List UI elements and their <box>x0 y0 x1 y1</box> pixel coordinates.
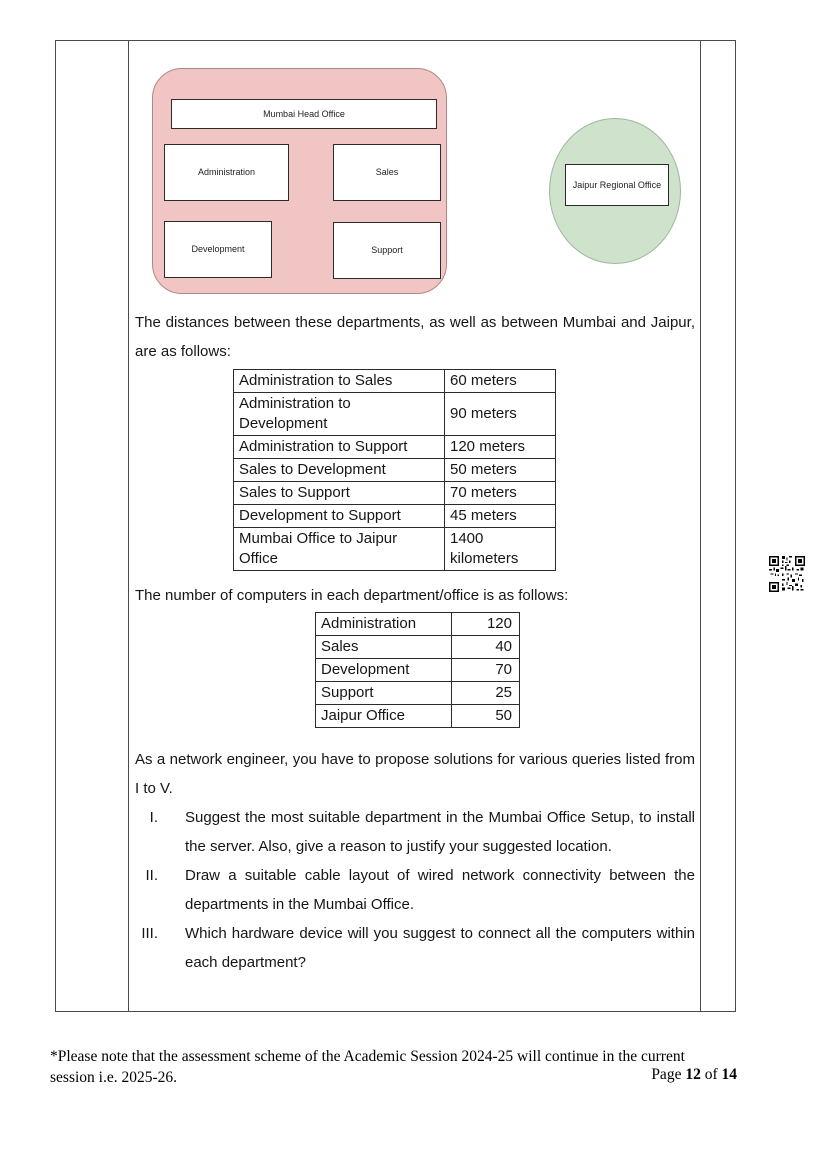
distance-pair-cell: Development to Support <box>234 505 445 528</box>
computers-row <box>316 659 520 682</box>
distance-row <box>234 436 556 459</box>
footer-note-line2: session i.e. 2025-26. <box>50 1069 178 1086</box>
distance-pair-cell: Mumbai Office to Jaipur Office <box>234 528 445 571</box>
mumbai-head-office-box: Mumbai Head Office <box>171 99 437 129</box>
computers-count-cell: 70 <box>452 659 520 682</box>
footer-note <box>50 1046 750 1088</box>
distance-value-cell: 45 meters <box>445 505 556 528</box>
dept-box-administration: Administration <box>164 144 289 201</box>
distance-value-cell: 60 meters <box>445 370 556 393</box>
distance-pair-cell: Administration to Sales <box>234 370 445 393</box>
distance-pair-cell: Administration to Development <box>234 393 445 436</box>
computers-location-cell: Administration <box>316 613 452 636</box>
page-indicator <box>651 1066 737 1084</box>
distance-row <box>234 393 556 436</box>
computers-location-cell: Development <box>316 659 452 682</box>
column-divider-left <box>128 40 129 1012</box>
distances-intro-text: The distances between these departments, as well as between Mumbai and Jaipur, are as follows: <box>135 314 695 360</box>
computers-count-cell: 50 <box>452 705 520 728</box>
jaipur-office-circle <box>549 118 681 264</box>
page-word: Page <box>651 1066 686 1083</box>
distance-value-cell: 1400 kilometers <box>445 528 556 571</box>
distance-value-cell: 70 meters <box>445 482 556 505</box>
distance-row <box>234 459 556 482</box>
distance-table <box>233 369 556 571</box>
distance-pair-cell: Sales to Support <box>234 482 445 505</box>
of-word: of <box>700 1066 722 1083</box>
distance-pair-cell: Administration to Support <box>234 436 445 459</box>
distance-row <box>234 528 556 571</box>
question-numeral: II. <box>145 867 158 884</box>
page-number: 12 <box>685 1066 701 1083</box>
footer-note-line1: *Please note that the assessment scheme of the Academic Session 2024-25 will continue in the current <box>50 1048 685 1065</box>
computers-count-cell: 25 <box>452 682 520 705</box>
dept-box-support: Support <box>333 222 441 279</box>
question-text: Which hardware device will you suggest to connect all the computers within each department? <box>185 925 695 971</box>
computers-count-cell: 40 <box>452 636 520 659</box>
question-text: Draw a suitable cable layout of wired network connectivity between the departments in the Mumbai Office. <box>185 867 695 913</box>
question-item <box>130 919 696 977</box>
distance-row <box>234 370 556 393</box>
question-list <box>130 803 696 977</box>
dept-box-development: Development <box>164 221 272 278</box>
qr-code <box>769 556 805 592</box>
column-divider-right <box>700 40 701 1012</box>
computers-row <box>316 682 520 705</box>
distance-pair-cell: Sales to Development <box>234 459 445 482</box>
question-item <box>130 861 696 919</box>
question-numeral: I. <box>149 809 158 826</box>
jaipur-office-box: Jaipur Regional Office <box>565 164 669 206</box>
task-intro-text: As a network engineer, you have to propose solutions for various queries listed from I to V. <box>135 751 695 797</box>
computers-count-cell: 120 <box>452 613 520 636</box>
computers-intro-text: The number of computers in each department/office is as follows: <box>135 587 569 604</box>
computers-row <box>316 705 520 728</box>
computers-location-cell: Sales <box>316 636 452 659</box>
distance-row <box>234 482 556 505</box>
qr-code-graphic <box>769 556 805 592</box>
question-numeral: III. <box>141 925 158 942</box>
computers-row <box>316 613 520 636</box>
distance-value-cell: 120 meters <box>445 436 556 459</box>
page-total: 14 <box>721 1066 737 1083</box>
question-text: Suggest the most suitable department in the Mumbai Office Setup, to install the server. Also, give a reason to justify your suggested location. <box>185 809 695 855</box>
mumbai-office-region <box>152 68 447 294</box>
computers-table <box>315 612 520 728</box>
distance-value-cell: 50 meters <box>445 459 556 482</box>
computers-row <box>316 636 520 659</box>
question-item <box>130 803 696 861</box>
dept-box-sales: Sales <box>333 144 441 201</box>
computers-location-cell: Jaipur Office <box>316 705 452 728</box>
distance-row <box>234 505 556 528</box>
distance-value-cell: 90 meters <box>445 393 556 436</box>
computers-location-cell: Support <box>316 682 452 705</box>
